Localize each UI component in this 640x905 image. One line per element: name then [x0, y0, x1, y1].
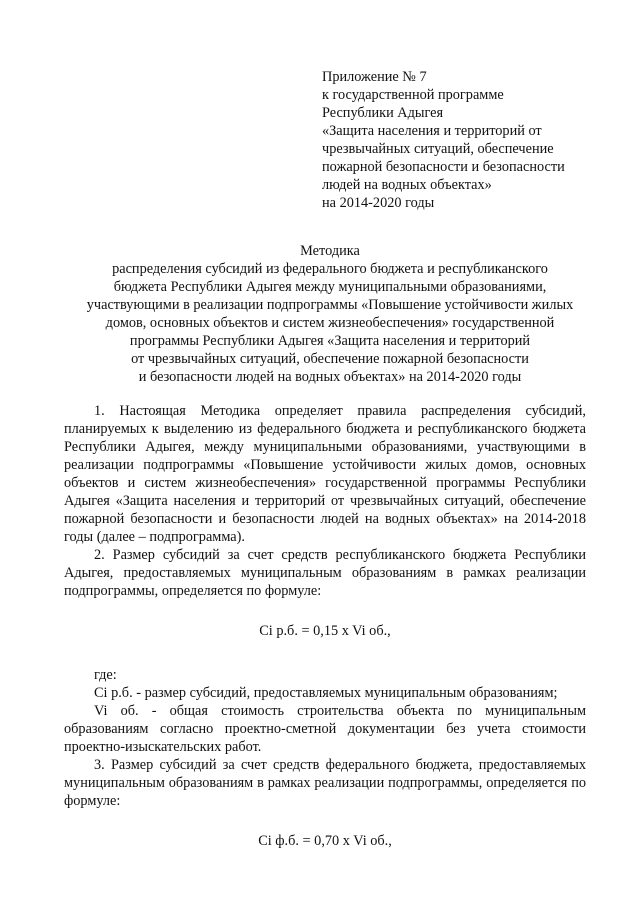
title-line: домов, основных объектов и систем жизнеобеспечения» государственной: [105, 315, 555, 331]
title-line: бюджета Республики Адыгея между муниципальными образованиями,: [113, 279, 547, 295]
appendix-line: на 2014-2020 годы: [322, 195, 435, 211]
appendix-line: Приложение № 7: [322, 69, 427, 85]
appendix-line: «Защита населения и территорий от: [322, 123, 542, 139]
document-body: [64, 402, 586, 876]
title-line: программы Республики Адыгея «Защита населения и территорий: [129, 333, 531, 349]
appendix-line: людей на водных объектах»: [322, 177, 492, 193]
definition-ci-rb: Ci р.б. - размер субсидий, предоставляемых муниципальным образованиям;: [94, 685, 558, 701]
title-line: участвующими в реализации подпрограммы «Повышение устойчивости жилых: [86, 297, 574, 313]
document-title: [40, 242, 620, 386]
paragraph-1: 1. Настоящая Методика определяет правила распределения субсидий, планируемых к выделению из федерального бюджета и республиканского бюджета Республики Адыгея, между муниципальными образованиями, участвующими в реализации подпрограммы «Повышение устойчивости жилых домов, основных объектов и систем жизнеобеспечения» государственной программы Республики Адыгея «Защита населения и территорий от чрезвычайных ситуаций, обеспечение пожарной безопасности и безопасности людей на водных объектах» на 2014-2018 годы (далее – подпрограмма).: [64, 403, 586, 545]
appendix-line: чрезвычайных ситуаций, обеспечение: [322, 141, 554, 157]
paragraph-2: 2. Размер субсидий за счет средств республиканского бюджета Республики Адыгея, предоставляемых муниципальным образованиям в рамках реализации подпрограммы, определяется по формуле:: [64, 547, 586, 599]
title-line: и безопасности людей на водных объектах» на 2014-2020 годы: [138, 369, 522, 385]
appendix-line: Республики Адыгея: [322, 105, 444, 121]
formula-republican: Ci р.б. = 0,15 x Vi об.,: [259, 623, 391, 639]
title-line: распределения субсидий из федерального бюджета и республиканского: [112, 261, 548, 277]
title-heading: Методика: [300, 243, 360, 259]
formula-federal: Ci ф.б. = 0,70 x Vi об.,: [258, 833, 392, 849]
title-line: от чрезвычайных ситуаций, обеспечение пожарной безопасности: [131, 351, 529, 367]
definition-vi-ob: Vi об. - общая стоимость строительства объекта по муниципальным образованиям согласно проектно-сметной документации без учета стоимости проектно-изыскательских работ.: [64, 703, 586, 755]
appendix-header: [322, 68, 622, 212]
paragraph-3: 3. Размер субсидий за счет средств федерального бюджета, предоставляемых муниципальным образованиям в рамках реализации подпрограммы, определяется по формуле:: [64, 757, 586, 809]
where-label: где:: [94, 667, 117, 683]
appendix-line: пожарной безопасности и безопасности: [322, 159, 565, 175]
appendix-line: к государственной программе: [322, 87, 504, 103]
